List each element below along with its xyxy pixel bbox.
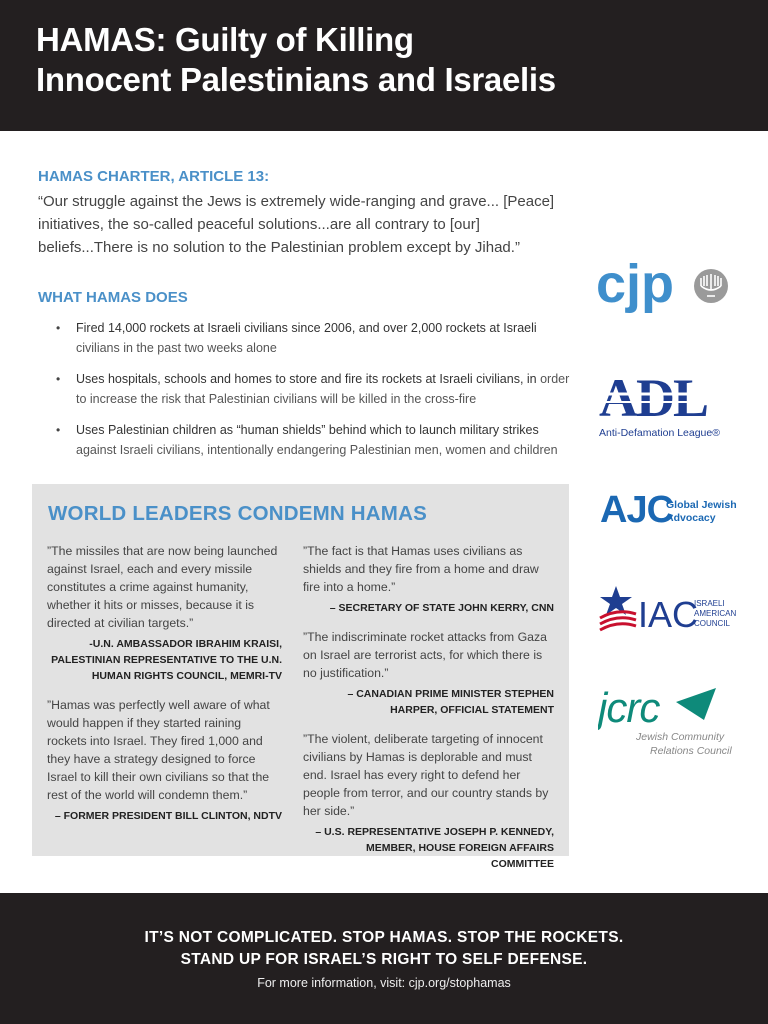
- star-icon: [600, 586, 636, 630]
- leader-quote: ”The violent, deliberate targeting of innocent civilians by Hamas is deplorable and must end. Israel has every right to defend her people from terror, and our country stands by her side.”: [303, 732, 549, 818]
- charter-quote: “Our struggle against the Jews is extremely wide-ranging and grave... [Peace] initiatives, the so-called peaceful solutions...are all contrary to [our] beliefs...There is no solution to the Palestinian problem except by Jihad.”: [38, 193, 555, 256]
- list-item-rest: against Israeli civilians, intentionally endangering Palestinian men, women and children: [76, 443, 558, 457]
- page-title: [36, 20, 556, 100]
- iac-logo-subtitle-3: COUNCIL: [694, 619, 731, 628]
- cjp-logo-text: cjp: [596, 258, 675, 314]
- iac-logo-subtitle-1: ISRAELI: [694, 599, 725, 608]
- ajc-logo-subtitle-1: Global Jewish: [666, 499, 737, 511]
- bullet-icon: •: [56, 372, 61, 386]
- list-item-lead: Uses Palestinian children as “human shields” behind which to launch military strikes: [76, 423, 539, 437]
- leader-quote: ”Hamas was perfectly well aware of what would happen if they started raining rockets into Israel. They fired 1,000 and they have a strategy designed to force Israel to kill their own civilians so that the rest of the world will condemn them.”: [47, 698, 270, 802]
- bullet-icon: •: [56, 321, 61, 335]
- bullet-icon: •: [56, 423, 61, 437]
- ajc-logo-subtitle-2: Advocacy: [666, 512, 716, 524]
- jcrc-flag-icon: [676, 688, 716, 720]
- list-item-rest: order to increase the risk that Palestinian civilians will be killed in the cross-fire: [76, 372, 570, 406]
- list-item: [56, 369, 576, 409]
- leader-quote: ”The missiles that are now being launched against Israel, each and every missile constitutes a crime against humanity, whether it hits or misses, because it is directed at civilian targets.”: [47, 544, 278, 630]
- footer-slogan-line1: IT’S NOT COMPLICATED. STOP HAMAS. STOP THE ROCKETS.: [144, 929, 624, 946]
- quote-attribution: – FORMER PRESIDENT BILL CLINTON, NDTV: [54, 810, 282, 822]
- list-item: [56, 318, 576, 358]
- adl-logo: [597, 366, 732, 442]
- ajc-logo: [600, 486, 740, 530]
- what-hamas-does-list: [56, 318, 576, 471]
- quote-attribution: – SECRETARY OF STATE JOHN KERRY, CNN: [329, 602, 554, 614]
- jcrc-logo-text: jcrc: [598, 684, 660, 731]
- iac-logo-text: IAC: [638, 594, 699, 635]
- quotes-right-column: [303, 542, 554, 884]
- quotes-left-column: [47, 542, 282, 836]
- list-item-lead: Fired 14,000 rockets at Israeli civilians since 2006, and over 2,000 rockets at Israeli: [76, 321, 537, 335]
- what-hamas-does-heading: WHAT HAMAS DOES: [38, 289, 188, 306]
- leader-quote: ”The indiscriminate rocket attacks from Gaza on Israel are terrorist acts, for which there is no justification.”: [303, 630, 547, 680]
- header-banner: [0, 0, 768, 131]
- ajc-logo-text: AJC: [600, 489, 674, 530]
- iac-logo: [598, 584, 738, 636]
- jcrc-logo: [598, 684, 738, 764]
- charter-heading: HAMAS CHARTER, ARTICLE 13:: [38, 168, 270, 185]
- page-title-line2: Innocent Palestinians and Israelis: [36, 61, 556, 98]
- footer-info-link[interactable]: For more information, visit: cjp.org/stophamas: [257, 976, 511, 990]
- adl-logo-subtitle: Anti-Defamation League®: [599, 427, 720, 439]
- page-title-line1: HAMAS: Guilty of Killing: [36, 21, 414, 58]
- quote-attribution: -U.N. AMBASSADOR IBRAHIM KRAISI, PALESTINIAN REPRESENTATIVE TO THE U.N. HUMAN RIGHTS COUNCIL, MEMRI-TV: [51, 638, 282, 682]
- adl-logo-text: ADL: [599, 368, 708, 428]
- jcrc-logo-subtitle-1: Jewish Community: [636, 731, 725, 743]
- leader-quote: ”The fact is that Hamas uses civilians as shields and they fire from a home and draw fire into a home.”: [303, 544, 539, 594]
- cjp-logo: [596, 258, 736, 324]
- iac-logo-subtitle-2: AMERICAN: [694, 609, 737, 618]
- footer-slogan-line2: STAND UP FOR ISRAEL’S RIGHT TO SELF DEFENSE.: [180, 951, 588, 968]
- quote-attribution: – CANADIAN PRIME MINISTER STEPHEN HARPER, OFFICIAL STATEMENT: [347, 688, 554, 716]
- jcrc-logo-subtitle-2: Relations Council: [650, 745, 732, 757]
- footer-banner: [0, 893, 768, 1024]
- list-item-rest: civilians in the past two weeks alone: [76, 341, 277, 355]
- list-item: [56, 420, 576, 460]
- world-leaders-box: [32, 484, 569, 870]
- world-leaders-heading: WORLD LEADERS CONDEMN HAMAS: [48, 502, 427, 525]
- quote-attribution: – U.S. REPRESENTATIVE JOSEPH P. KENNEDY, MEMBER, HOUSE FOREIGN AFFAIRS COMMITTEE: [315, 826, 554, 870]
- list-item-lead: Uses hospitals, schools and homes to store and fire its rockets at Israeli civilians, in: [76, 372, 537, 386]
